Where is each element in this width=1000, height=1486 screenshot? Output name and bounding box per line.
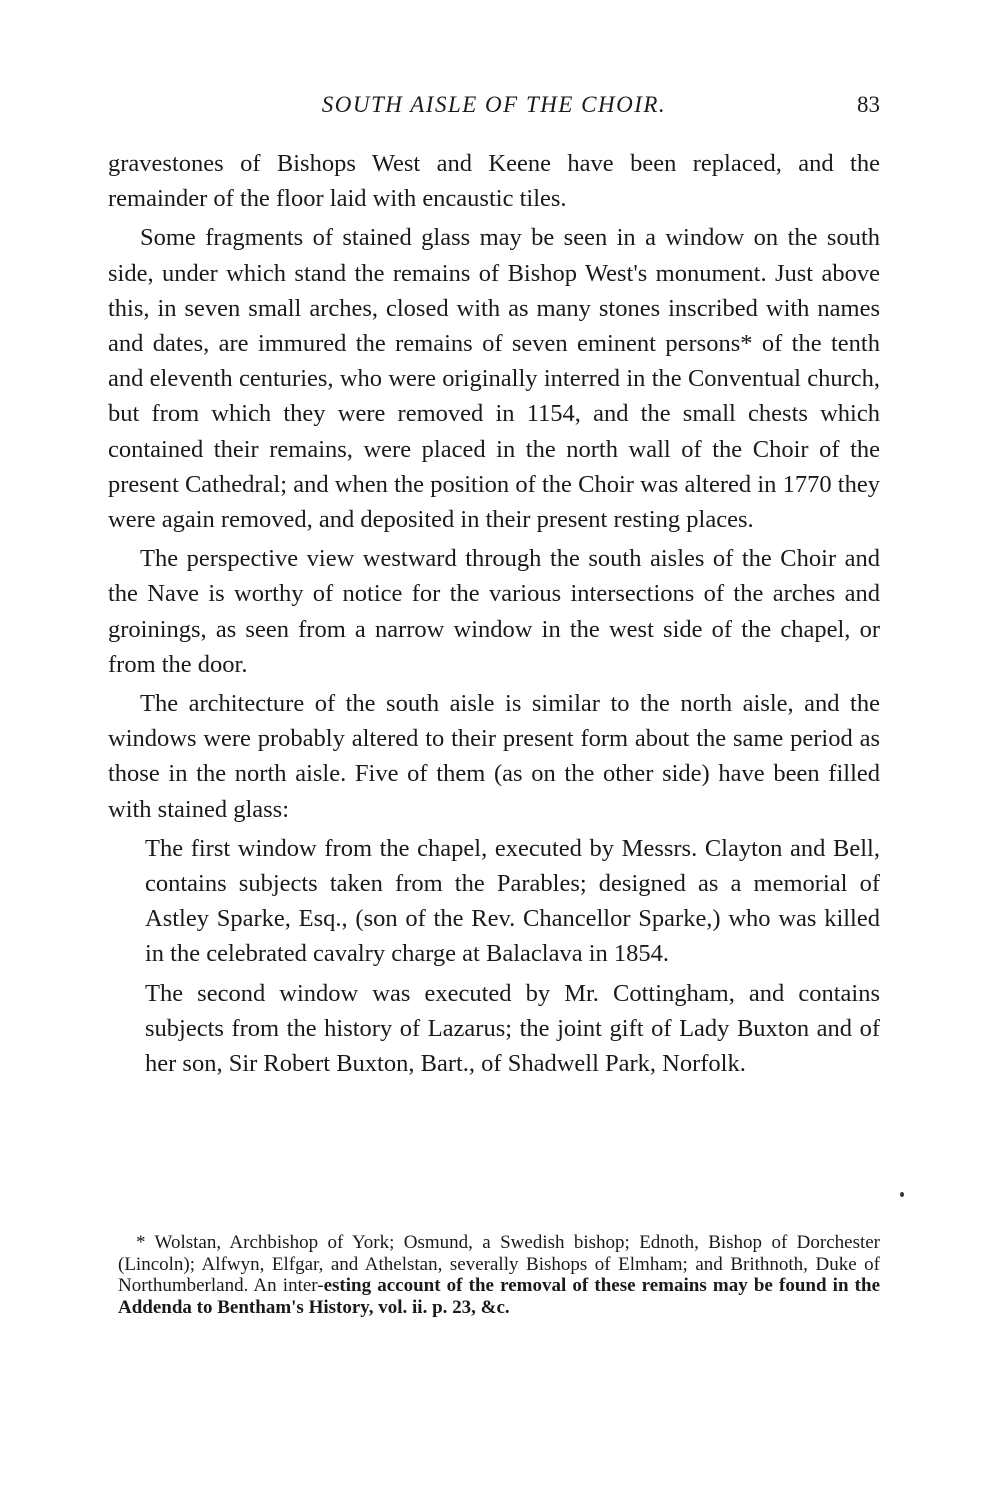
paragraph-stained-glass-fragments: Some fragments of stained glass may be seen in a window on the south side, under which stand the remains of Bishop West's monument. Just above this, in seven small arches, closed with as many stones inscribed with names and dates, are immured the remains of seven eminent persons* of the tenth and eleventh centuries, who were originally interred in the Conventual church, but from which they were removed in 1154, and the small chests which contained their remains, were placed in the north wall of the Choir of the present Cathedral; and when the position of the Choir was altered in 1770 they were again removed, and deposited in their present resting places. — [108, 224, 880, 534]
page-header — [108, 92, 880, 126]
print-speck — [900, 1192, 904, 1197]
footnote-text: * Wolstan, Archbishop of York; Osmund, a Swedish bishop; Ednoth, Bishop of Dorchester (Lincoln); Alfwyn, Elfgar, and Athelstan, severally Bishops of Elmham; and Brithnoth, Duke of Northumberland. An inter- — [118, 1232, 880, 1296]
paragraph-perspective-view: The perspective view westward through the south aisles of the Choir and the Nave is worthy of notice for the various intersections of the arches and groinings, as seen from a narrow window in the west side of the chapel, or from the door. — [108, 545, 880, 678]
body-text — [108, 146, 880, 1081]
page-number: 83 — [857, 92, 880, 117]
paragraph-continuation: gravestones of Bishops West and Keene have been replaced, and the remainder of the floor laid with encaustic tiles. — [108, 150, 880, 213]
paragraph-first-window: The first window from the chapel, executed by Messrs. Clayton and Bell, contains subjects taken from the Parables; designed as a memorial of Astley Sparke, Esq., (son of the Rev. Chancellor Sparke,) who was killed in the celebrated cavalry charge at Balaclava in 1854. — [145, 834, 880, 968]
paragraph-second-window: The second window was executed by Mr. Cottingham, and contains subjects from the history of Lazarus; the joint gift of Lady Buxton and of her son, Sir Robert Buxton, Bart., of Shadwell Park, Norfolk. — [145, 979, 880, 1078]
footnote — [118, 1232, 880, 1318]
running-title: SOUTH AISLE OF THE CHOIR. — [321, 92, 667, 117]
footnote-text-bold: esting account of the removal of these remains may be found in the Addenda to Bentham's History, vol. ii. p. 23, &c. — [118, 1275, 880, 1318]
paragraph-architecture: The architecture of the south aisle is similar to the north aisle, and the windows were probably altered to their present form about the same period as those in the north aisle. Five of them (as on the other side) have been filled with stained glass: — [108, 690, 880, 823]
